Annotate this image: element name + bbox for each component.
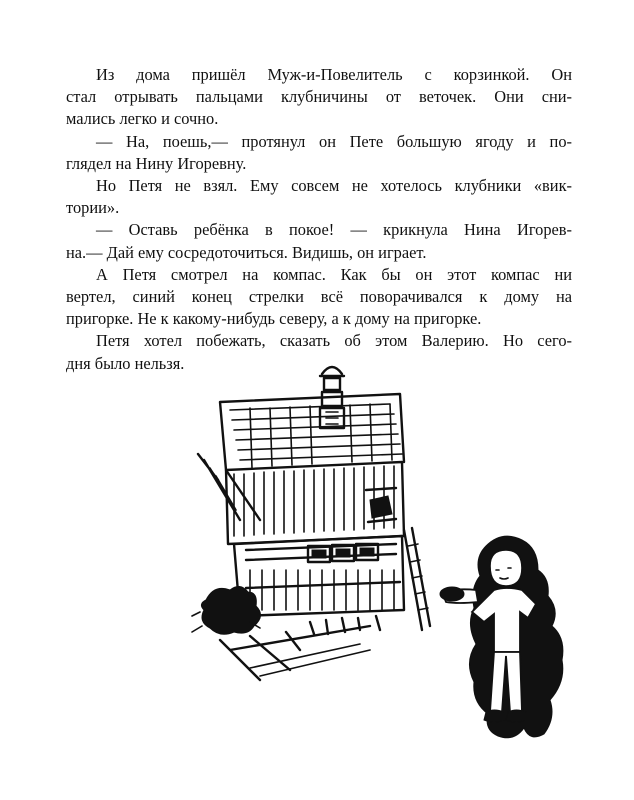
text-line: Петя хотел побежать, сказать об этом Валерию. Но сего- [96, 331, 572, 351]
veranda [234, 536, 404, 616]
text-line: дня было нельзя. [66, 353, 185, 373]
text-line: мались легко и сочно. [66, 109, 219, 129]
text-line: на.— Дай ему сосредоточиться. Видишь, он играет. [66, 242, 427, 262]
text-line: — На, поешь,— протянул он Пете большую ягоду и по- [96, 131, 572, 151]
text-line: тории». [66, 198, 120, 218]
text-line: А Петя смотрел на компас. Как бы он этот компас ни [96, 264, 572, 284]
text-line: глядел на Нину Игоревну. [66, 153, 247, 173]
text-line: стал отрывать пальцами клубничины от веточек. Они сни- [66, 87, 572, 107]
text-line: Но Петя не взял. Ему совсем не хотелось клубники «вик- [96, 176, 572, 196]
text-line: вертел, синий конец стрелки всё поворачивался к дому на [66, 287, 572, 307]
bush [192, 586, 261, 634]
ladder [404, 528, 430, 630]
house-drawing [192, 367, 430, 680]
ink-illustration [190, 350, 580, 790]
story-text [66, 64, 572, 375]
boy-drawing [440, 536, 563, 738]
upper-wall [226, 462, 404, 544]
text-line: Из дома пришёл Муж-и-Повелитель с корзинкой. Он [96, 65, 572, 84]
text-line: пригорке. Не к какому-нибудь северу, а к дому на пригорке. [66, 309, 482, 329]
text-line: — Оставь ребёнка в покое! — крикнула Нина Игорев- [96, 220, 572, 240]
